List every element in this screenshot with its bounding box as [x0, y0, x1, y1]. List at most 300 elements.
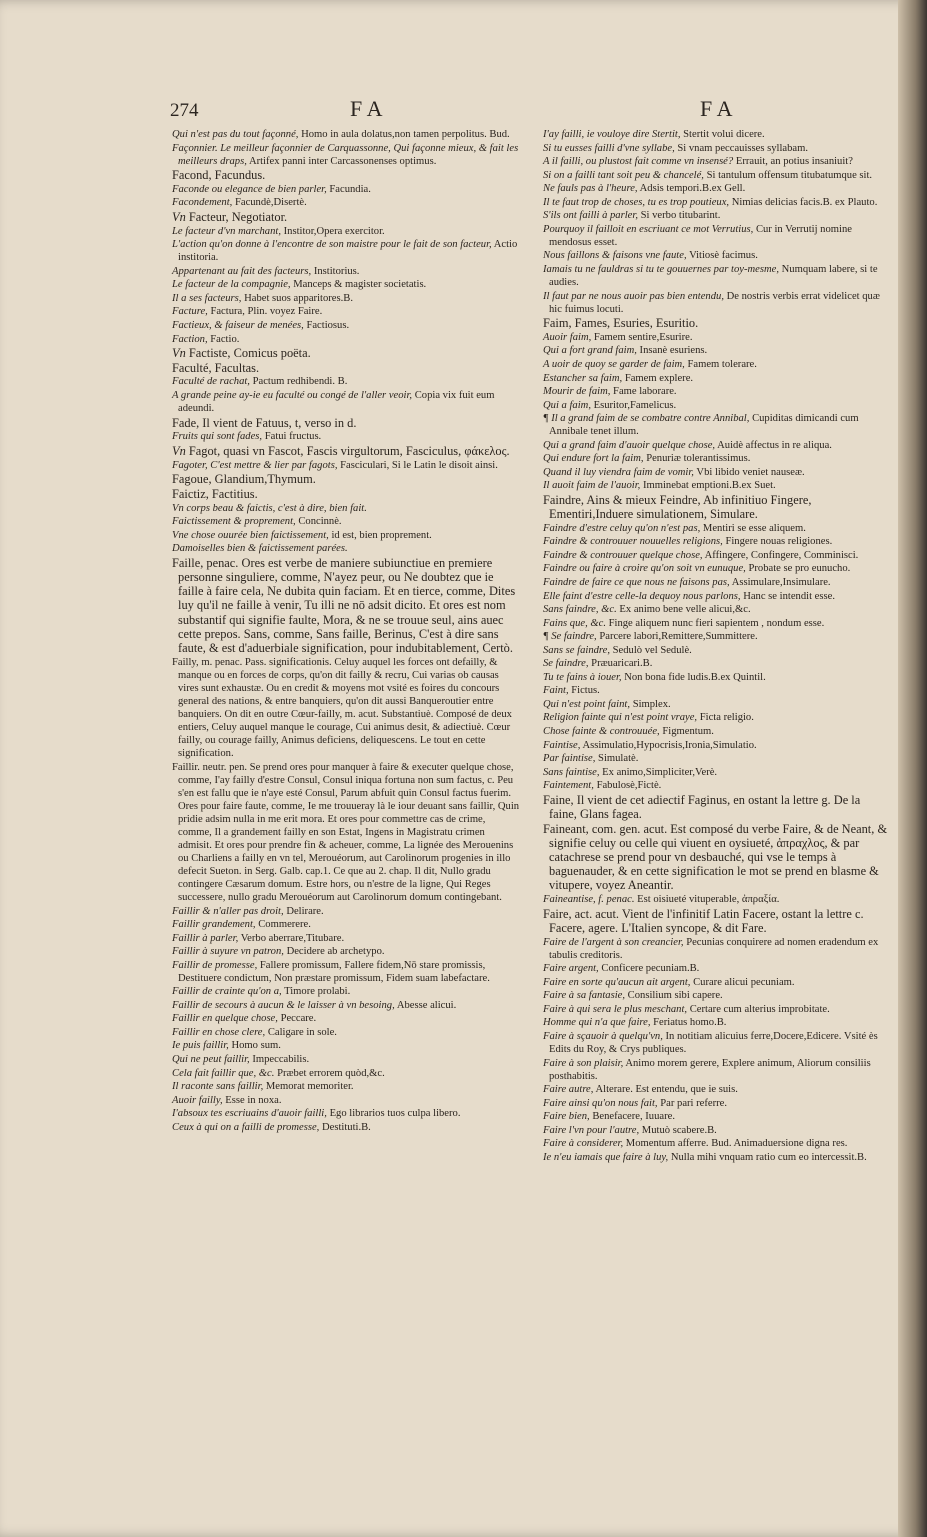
dictionary-entry	[170, 999, 520, 1012]
latin-text: Est oisiueté vituperable, ἀπραξία.	[637, 894, 780, 906]
latin-text: Faille, penac. Ores est verbe de maniere subiunctiue en premiere personne singuliere, comme, N'ayez peur, ou Ne doubtez que ie faille à faire cela, Ne dubita quin faciam. Et en tierce, comme, Dites luy qu'il ne faille à venir, Tu illi ne nō adsit dicito. Et ores est nom substantif qui signifie faulte, Mora, & ne se trouue seul, ains auec cette prepos. Sans, comme, Sans faille, Berinus, C'est à dire sans faute, & est d'aduerbiale signification, pour indubitablement, Certò.	[172, 555, 516, 655]
french-text: Tu te fains à iouer,	[543, 671, 622, 683]
dictionary-entry	[541, 196, 891, 209]
french-text: Faillir & n'aller pas droit,	[172, 905, 284, 917]
latin-text: Faindre, Ains & mieux Feindre, Ab infinitiuo Fingere, Ementiri,Induere simulationem, Simulare.	[543, 492, 812, 522]
latin-text: Habet suos apparitores.B.	[244, 292, 353, 304]
latin-text: Faineant, com. gen. acut. Est composé du verbe Faire, & de Neant, & signifie celuy ou celle qui viuent en oysiueté, ἀπραχλος, & par catachrese se prend pour vn desbauché, qui vse le temps à baguenauder, & en cette signification le mot se prend en blasme & vitupere, voyez Aneantir.	[543, 821, 888, 893]
latin-text: Stertit volui dicere.	[683, 129, 765, 140]
french-text: Faineantise, f. penac.	[543, 894, 635, 906]
latin-text: Facteur, Negotiator.	[188, 209, 288, 224]
latin-text: Cur in Verrutij nomine mendosus esset.	[549, 223, 852, 248]
dictionary-entry	[170, 389, 520, 415]
page-header	[170, 92, 870, 122]
latin-text: Vbi libido veniet nauseæ.	[696, 466, 805, 478]
latin-text: Factiosus.	[306, 319, 350, 331]
french-text: Faconde ou elegance de bien parler,	[172, 183, 327, 195]
dictionary-entry	[170, 1026, 520, 1039]
dictionary-entry	[541, 739, 891, 752]
latin-text: Impeccabilis.	[252, 1054, 310, 1066]
latin-text: Factiste, Comicus poëta.	[188, 346, 311, 361]
latin-text: Affingere, Confingere, Comminisci.	[704, 549, 859, 561]
latin-text: Fagot, quasi vn Fascot, Fascis virgultorum, Fasciculus, φάκελος.	[188, 443, 510, 458]
dictionary-entry	[541, 155, 891, 168]
dictionary-entry	[170, 210, 520, 224]
latin-text: Simulatè.	[598, 753, 639, 765]
french-text: S'ils ont failli à parler,	[543, 210, 638, 222]
dictionary-entry	[541, 962, 891, 975]
dictionary-entry	[170, 529, 520, 542]
dictionary-entry	[541, 576, 891, 589]
dictionary-entry	[541, 822, 891, 893]
french-text: Il a ses facteurs,	[172, 292, 242, 304]
dictionary-entry	[541, 372, 891, 385]
dictionary-entry	[170, 1067, 520, 1080]
dictionary-entry	[541, 479, 891, 492]
dictionary-entry	[541, 358, 891, 371]
latin-text: Nulla mihi vnquam ratio cum eo intercessit.B.	[670, 1151, 867, 1163]
french-text: Ne fauls pas à l'heure,	[543, 183, 638, 195]
dictionary-entry	[541, 142, 891, 155]
french-text: Façonnier. Le meilleur façonnier de Carquassonne, Qui façonne mieux, & fait les meilleurs draps,	[172, 142, 519, 167]
latin-text: Faillir. neutr. pen. Se prend ores pour manquer à faire & executer quelque chose, comme, I'ay failly d'estre Consul, Consul iniqua fortuna non sum factus, c. Peu s'en est fallu que ie n'aye esté Consul, Parum abfuit quin Consul factus fuerim. Ores pour faire faute, comme, Ie me trouueray là le iour deuant sans faillir, Quin pridie adsim nulla in me erit mora. Et ores pour commettre cas de crime, comme, Il a grandement failly en son Estat, Ingens in Magistratu crimen admisit. Et ores pour prendre fin & acheuer, comme, La lignée des Merouenins ou Charliens a failly en vn tel, Merouéorum, aut Carolinorum progenies in illo defecit Sueton. in Serg. Galb. cap.1. Ce que au 2. chap. Il dit, Nullo gradu contingere Cæsarum domum. Estre hors, ou n'estre de la ligne, Qui Reges successere, nullo gradu Merouéorum aut Carolinorum domum contingebant.	[172, 761, 520, 903]
french-text: Estancher sa faim,	[543, 372, 623, 384]
french-text: Vn corps beau & faictis, c'est à dire, bien fait.	[172, 502, 367, 514]
latin-text: Peccare.	[280, 1013, 317, 1025]
dictionary-entry	[170, 945, 520, 958]
latin-text: Artifex panni inter Carcassonenses optimus.	[248, 155, 437, 167]
french-text: Il faut par ne nous auoir pas bien entendu,	[543, 290, 724, 302]
latin-text: Homo in aula dolatus,non tamen perpolitus. Bud.	[301, 129, 510, 140]
dictionary-entry	[170, 333, 520, 346]
french-text: Faire à qui sera le plus meschant,	[543, 1003, 688, 1015]
latin-text: Fictus.	[571, 685, 600, 697]
french-text: Auoir faim,	[543, 331, 592, 343]
latin-text: Insanè esuriens.	[639, 345, 708, 357]
dictionary-entry	[170, 918, 520, 931]
french-text: Faindre de faire ce que nous ne faisons pas,	[543, 577, 730, 589]
latin-text: Facundè,Disertè.	[234, 197, 307, 209]
dictionary-entry	[541, 1057, 891, 1083]
french-text: Faire à considerer,	[543, 1138, 624, 1150]
latin-text: Pecunias conquirere ad nomen eradendum ex tabulis creditoris.	[549, 936, 879, 961]
dictionary-entry	[170, 444, 520, 458]
latin-text: Si vnam peccauisses syllabam.	[677, 142, 809, 154]
dictionary-entry	[541, 1137, 891, 1150]
dictionary-entry	[541, 590, 891, 603]
latin-text: Finge aliquem nunc fieri sapientem , nondum esse.	[608, 617, 825, 629]
dictionary-entry	[170, 128, 520, 141]
latin-text: Probate se pro eunucho.	[748, 563, 851, 575]
right-column	[541, 128, 891, 1164]
dictionary-entry	[170, 905, 520, 918]
french-text: Faire l'vn pour l'autre,	[543, 1124, 640, 1136]
latin-text: Mutuò scabere.B.	[641, 1124, 717, 1136]
dictionary-entry	[170, 472, 520, 486]
book-gutter	[898, 0, 927, 1537]
latin-text: Curare alicui pecuniam.	[693, 976, 795, 988]
dictionary-entry	[541, 385, 891, 398]
french-text: ¶ Il a grand faim de se combatre contre Annibal,	[543, 413, 750, 425]
french-text: Appartenant au fait des facteurs,	[172, 265, 312, 277]
french-text: Faillir grandement,	[172, 919, 256, 931]
french-text: Faillir à parler,	[172, 932, 239, 944]
dictionary-entry	[170, 292, 520, 305]
latin-text: Par pari referre.	[660, 1097, 728, 1109]
dictionary-entry	[541, 249, 891, 262]
latin-text: Si tantulum offensum titubatumque sit.	[706, 169, 873, 181]
latin-text: Ficta religio.	[699, 712, 754, 724]
latin-text: Præbet errorem quòd,&c.	[277, 1067, 385, 1079]
dictionary-entry	[541, 1124, 891, 1137]
dictionary-entry	[170, 142, 520, 168]
dictionary-entry	[170, 305, 520, 318]
latin-text: Non bona fide ludis.B.ex Quintil.	[624, 671, 766, 683]
french-text: Vn	[172, 346, 186, 361]
latin-text: De nostris verbis errat videlicet quæ hic fuimus locuti.	[549, 290, 880, 315]
french-text: I'ay failli, ie vouloye dire Stertit,	[543, 129, 681, 140]
dictionary-entry	[541, 223, 891, 249]
french-text: Vn	[172, 443, 186, 458]
dictionary-entry	[170, 375, 520, 388]
dictionary-entry	[541, 976, 891, 989]
dictionary-entry	[541, 263, 891, 289]
dictionary-entry	[170, 761, 520, 905]
dictionary-entry	[541, 493, 891, 521]
latin-text: Conficere pecuniam.B.	[601, 963, 700, 975]
latin-text: Hanc se intendit esse.	[743, 590, 835, 602]
french-text: Mourir de faim,	[543, 386, 611, 398]
latin-text: Decidere ab archetypo.	[286, 946, 385, 958]
dictionary-entry	[170, 1094, 520, 1107]
dictionary-entry	[541, 466, 891, 479]
french-text: Sans faindre, &c.	[543, 604, 617, 616]
dictionary-entry	[541, 331, 891, 344]
latin-text: Fagoue, Glandium,Thymum.	[172, 472, 316, 487]
dictionary-entry	[170, 265, 520, 278]
latin-text: Fame laborare.	[613, 386, 677, 398]
latin-text: Famem sentire,Esurire.	[593, 331, 693, 343]
french-text: Faillir à suyure vn patron,	[172, 946, 284, 958]
latin-text: Errauit, an potius insaniuit?	[735, 156, 853, 168]
latin-text: Præuaricari.B.	[591, 658, 653, 670]
latin-text: Nimias delicias facis.B. ex Plauto.	[731, 196, 878, 208]
french-text: Il raconte sans faillir,	[172, 1081, 264, 1093]
dictionary-entry	[541, 412, 891, 438]
latin-text: Vitiosè facimus.	[689, 250, 758, 262]
latin-text: Figmentum.	[662, 726, 714, 738]
french-text: A il failli, ou plustost fait comme vn insensé?	[543, 156, 734, 168]
dictionary-entry	[170, 656, 520, 760]
french-text: Sans faintise,	[543, 766, 600, 778]
dictionary-entry	[541, 169, 891, 182]
dictionary-entry	[541, 793, 891, 821]
dictionary-entry	[170, 416, 520, 430]
latin-text: Momentum afferre. Bud. Animaduersione digna res.	[625, 1138, 848, 1150]
french-text: Le facteur d'vn marchant,	[172, 225, 281, 237]
french-text: Damoiselles bien & faictissement parées.	[172, 543, 348, 555]
dictionary-entry	[170, 502, 520, 515]
french-text: A uoir de quoy se garder de faim,	[543, 358, 685, 370]
latin-text: Ex animo bene velle alicui,&c.	[619, 604, 751, 616]
dictionary-entry	[541, 535, 891, 548]
latin-text: Numquam labere, si te audies.	[549, 263, 878, 289]
french-text: Se faindre,	[543, 658, 589, 670]
latin-text: Verbo aberrare,Titubare.	[240, 932, 345, 944]
dictionary-entry	[541, 182, 891, 195]
french-text: Faillir en chose clere,	[172, 1026, 266, 1038]
dictionary-entry	[541, 1003, 891, 1016]
french-text: Faillir de promesse,	[172, 959, 258, 971]
dictionary-entry	[541, 522, 891, 535]
dictionary-entry	[541, 711, 891, 724]
dictionary-entry	[170, 542, 520, 555]
running-head-right: FA	[700, 96, 739, 121]
dictionary-entry	[170, 238, 520, 264]
dictionary-entry	[541, 644, 891, 657]
french-text: Quand il luy viendra faim de vomir,	[543, 466, 694, 478]
dictionary-entry	[170, 361, 520, 375]
latin-text: Fasciculari, Si le Latin le disoit ainsi.	[340, 459, 498, 471]
dictionary-entry	[541, 989, 891, 1002]
french-text: Sans se faindre,	[543, 644, 610, 656]
latin-text: Copia vix fuit eum adeundi.	[178, 390, 495, 415]
french-text: Vn	[172, 209, 186, 224]
latin-text: Actio institoria.	[178, 239, 518, 264]
french-text: Faillir de secours à aucun & le laisser à vn besoing,	[172, 999, 395, 1011]
latin-text: Caligare in sole.	[267, 1026, 337, 1038]
latin-text: Mentiri se esse aliquem.	[702, 522, 806, 534]
french-text: Ie puis faillir,	[172, 1040, 229, 1052]
french-text: Homme qui n'a que faire,	[543, 1017, 651, 1029]
latin-text: Memorat memoriter.	[265, 1081, 354, 1093]
latin-text: Pactum redhibendi. B.	[252, 376, 348, 388]
latin-text: Parcere labori,Remittere,Summittere.	[599, 631, 758, 643]
dictionary-entry	[541, 684, 891, 697]
latin-text: Imminebat emptioni.B.ex Suet.	[642, 480, 776, 492]
latin-text: Certare cum alterius improbitate.	[689, 1003, 830, 1015]
french-text: Fruits qui sont fades,	[172, 431, 263, 443]
french-text: Si on a failli tant soit peu & chancelé,	[543, 169, 704, 181]
dictionary-entry	[541, 671, 891, 684]
latin-text: Institorius.	[313, 265, 360, 277]
latin-text: Esse in noxa.	[225, 1094, 282, 1106]
french-text: Faint,	[543, 685, 569, 697]
dictionary-entry	[170, 487, 520, 501]
french-text: Faindre ou faire à croire qu'on soit vn eunuque,	[543, 563, 746, 575]
french-text: Faire en sorte qu'aucun ait argent,	[543, 976, 691, 988]
dictionary-entry	[541, 1083, 891, 1096]
french-text: Fains que, &c.	[543, 617, 606, 629]
french-text: Faire de l'argent à son creancier,	[543, 936, 684, 948]
latin-text: Destituti.B.	[321, 1121, 371, 1133]
french-text: Faillir en quelque chose,	[172, 1013, 278, 1025]
french-text: Cela fait faillir que, &c.	[172, 1067, 275, 1079]
french-text: Qui n'est pas du tout façonné,	[172, 129, 299, 140]
dictionary-entry	[541, 936, 891, 962]
dictionary-entry	[170, 959, 520, 985]
french-text: Faintement,	[543, 780, 594, 792]
latin-text: Delirare.	[286, 905, 324, 917]
latin-text: Fade, Il vient de Fatuus, t, verso in d.	[172, 415, 357, 430]
latin-text: Concinnè.	[298, 516, 342, 528]
french-text: Faction,	[172, 333, 208, 345]
latin-text: Failly, m. penac. Pass. significationis. Celuy auquel les forces ont defailly, & manque ou en forces de corps, qu'on dit failly & recru, Cui varias ob causas vires sunt exhaustæ. Ou en credit & moyens mot vsité es foires du concours general des nations, & entre banquiers, qu'on dit aussi Banqueroutier entre banquiers. On dit en outre Cœur-failly, m. acut. Substantiuè. Composé de deux entiers, Celuy auquel manque le courage, Cui animus desit, & adiectiuè. Cœur failly, ou courage failly, Animus deficiens, deliquescens. Le tout en cette signification.	[172, 656, 512, 759]
latin-text: Fatui fructus.	[264, 431, 322, 443]
latin-text: Facond, Facundus.	[172, 168, 266, 183]
dictionary-entry	[170, 1053, 520, 1066]
dictionary-entry	[170, 1012, 520, 1025]
french-text: Elle faint d'estre celle-la dequoy nous parlons,	[543, 590, 741, 602]
french-text: Qui a fort grand faim,	[543, 345, 637, 357]
latin-text: In notitiam alicuius ferre,Docere,Edicere. Vsité ès Edits du Roy, & Crys publiques.	[549, 1030, 878, 1056]
dictionary-entry	[170, 278, 520, 291]
french-text: Qui endure fort la faim,	[543, 453, 644, 465]
french-text: Nous faillons & faisons vne faute,	[543, 250, 687, 262]
french-text: Faillir de crainte qu'on a,	[172, 986, 282, 998]
dictionary-entry	[170, 556, 520, 655]
latin-text: Faictiz, Factitius.	[172, 486, 258, 501]
french-text: Faire à sçauoir à quelqu'vn,	[543, 1030, 663, 1042]
dictionary-entry	[541, 1110, 891, 1123]
latin-text: Fabulosè,Fictè.	[596, 780, 662, 792]
dictionary-entry	[541, 698, 891, 711]
running-head-left: FA	[350, 96, 389, 121]
latin-text: Penuriæ tolerantissimus.	[646, 453, 751, 465]
latin-text: Faine, Il vient de cet adiectif Faginus, en ostant la lettre g. De la faine, Glans fagea.	[543, 792, 861, 821]
french-text: Ceux à qui on a failli de promesse,	[172, 1121, 320, 1133]
dictionary-entry	[541, 603, 891, 616]
latin-text: Si verbo titubarint.	[640, 210, 721, 222]
french-text: Iamais tu ne fauldras si tu te gouuernes par toy-mesme,	[543, 263, 779, 275]
latin-text: Cupiditas dimicandi cum Annibale tenet illum.	[549, 413, 859, 438]
dictionary-entry	[170, 168, 520, 182]
dictionary-entry	[170, 346, 520, 360]
dictionary-entry	[541, 128, 891, 141]
french-text: Auoir failly,	[172, 1094, 223, 1106]
dictionary-entry	[541, 893, 891, 906]
french-text: Faire à son plaisir,	[543, 1057, 624, 1069]
dictionary-entry	[541, 617, 891, 630]
french-text: Qui ne peut faillir,	[172, 1054, 250, 1066]
french-text: Par faintise,	[543, 753, 596, 765]
dictionary-entry	[541, 1097, 891, 1110]
latin-text: Timore prolabi.	[284, 986, 351, 998]
latin-text: Sedulò vel Sedulè.	[612, 644, 692, 656]
latin-text: Benefacere, Iuuare.	[592, 1111, 675, 1123]
dictionary-entry	[170, 459, 520, 472]
french-text: Si tu eusses failli d'vne syllabe,	[543, 142, 675, 154]
dictionary-entry	[541, 562, 891, 575]
latin-text: Ego librarios tuos culpa libero.	[329, 1108, 461, 1120]
french-text: L'action qu'on donne à l'encontre de son maistre pour le fait de son facteur,	[172, 239, 492, 251]
dictionary-entry	[541, 907, 891, 935]
latin-text: id est, bien proprement.	[331, 529, 432, 541]
dictionary-entry	[170, 183, 520, 196]
dictionary-entry	[541, 549, 891, 562]
latin-text: Famem explere.	[624, 372, 694, 384]
latin-text: Faire, act. acut. Vient de l'infinitif Latin Facere, ostant la lettre c. Facere, agere. L'Italien syncope, & dit Fare.	[543, 906, 864, 935]
french-text: Faictissement & proprement,	[172, 516, 296, 528]
french-text: Il auoit faim de l'auoir,	[543, 480, 641, 492]
dictionary-entry	[170, 319, 520, 332]
dictionary-entry	[541, 1016, 891, 1029]
dictionary-entry	[170, 196, 520, 209]
french-text: Ie n'eu iamais que faire à luy,	[543, 1151, 669, 1163]
french-text: I'absoux tes escriuains d'auoir failli,	[172, 1108, 327, 1120]
dictionary-entry	[541, 752, 891, 765]
latin-text: Homo sum.	[231, 1040, 281, 1052]
french-text: Vne chose ouurée bien faictissement,	[172, 529, 329, 541]
dictionary-entry	[170, 985, 520, 998]
french-text: Faindre & controuuer nouuelles religions,	[543, 536, 723, 548]
dictionary-entry	[541, 1151, 891, 1164]
french-text: ¶ Se faindre,	[543, 631, 597, 643]
latin-text: Simplex.	[632, 698, 671, 710]
latin-text: Consilium sibi capere.	[627, 990, 723, 1002]
french-text: Chose fainte & controuuée,	[543, 726, 660, 738]
french-text: Factieux, & faiseur de menées,	[172, 319, 304, 331]
latin-text: Commerere.	[258, 919, 311, 931]
dictionary-entry	[541, 779, 891, 792]
french-text: Faire bien,	[543, 1111, 590, 1123]
latin-text: Assimulare,Insimulare.	[731, 577, 831, 589]
latin-text: Alterare. Est entendu, que ie suis.	[595, 1084, 738, 1096]
dictionary-entry	[170, 932, 520, 945]
french-text: A grande peine ay-ie eu faculté ou congé de l'aller veoir,	[172, 390, 413, 402]
dictionary-entry	[541, 290, 891, 316]
dictionary-entry	[170, 430, 520, 443]
french-text: Qui a faim,	[543, 399, 591, 411]
page-number: 274	[170, 100, 199, 121]
french-text: Faire autre,	[543, 1084, 594, 1096]
french-text: Qui a grand faim d'auoir quelque chose,	[543, 439, 716, 451]
french-text: Il te faut trop de choses, tu es trop poutieux,	[543, 196, 730, 208]
french-text: Faire ainsi qu'on nous fait,	[543, 1097, 658, 1109]
dictionary-entry	[170, 1080, 520, 1093]
latin-text: Faim, Fames, Esuries, Esuritio.	[543, 316, 699, 331]
french-text: Qui n'est point faint,	[543, 698, 631, 710]
french-text: Faindre & controuuer quelque chose,	[543, 549, 703, 561]
dictionary-entry	[170, 515, 520, 528]
latin-text: Abesse alicui.	[396, 999, 457, 1011]
latin-text: Feriatus homo.B.	[653, 1017, 727, 1029]
dictionary-entry	[170, 225, 520, 238]
latin-text: Manceps & magister societatis.	[293, 279, 427, 291]
french-text: Religion fainte qui n'est point vraye,	[543, 712, 698, 724]
latin-text: Assimulatio,Hypocrisis,Ironia,Simulatio.	[582, 739, 757, 751]
french-text: Facture,	[172, 306, 208, 318]
french-text: Faire à sa fantasie,	[543, 990, 625, 1002]
dictionary-entry	[541, 399, 891, 412]
french-text: Faculté de rachat,	[172, 376, 250, 388]
latin-text: Auidè affectus in re aliqua.	[717, 439, 832, 451]
dictionary-entry	[541, 344, 891, 357]
dictionary-entry	[541, 766, 891, 779]
french-text: Pourquoy il failloit en escriuant ce mot Verrutius,	[543, 223, 754, 235]
dictionary-entry	[170, 1039, 520, 1052]
latin-text: Fingere nouas religiones.	[725, 536, 833, 548]
dictionary-entry	[170, 1107, 520, 1120]
latin-text: Factio.	[210, 333, 240, 345]
dictionary-entry	[541, 439, 891, 452]
latin-text: Factura, Plin. voyez Faire.	[210, 306, 323, 318]
french-text: Faindre d'estre celuy qu'on n'est pas,	[543, 522, 701, 534]
dictionary-entry	[541, 1030, 891, 1056]
dictionary-entry	[541, 452, 891, 465]
dictionary-entry	[170, 1121, 520, 1134]
french-text: Faintise,	[543, 739, 581, 751]
